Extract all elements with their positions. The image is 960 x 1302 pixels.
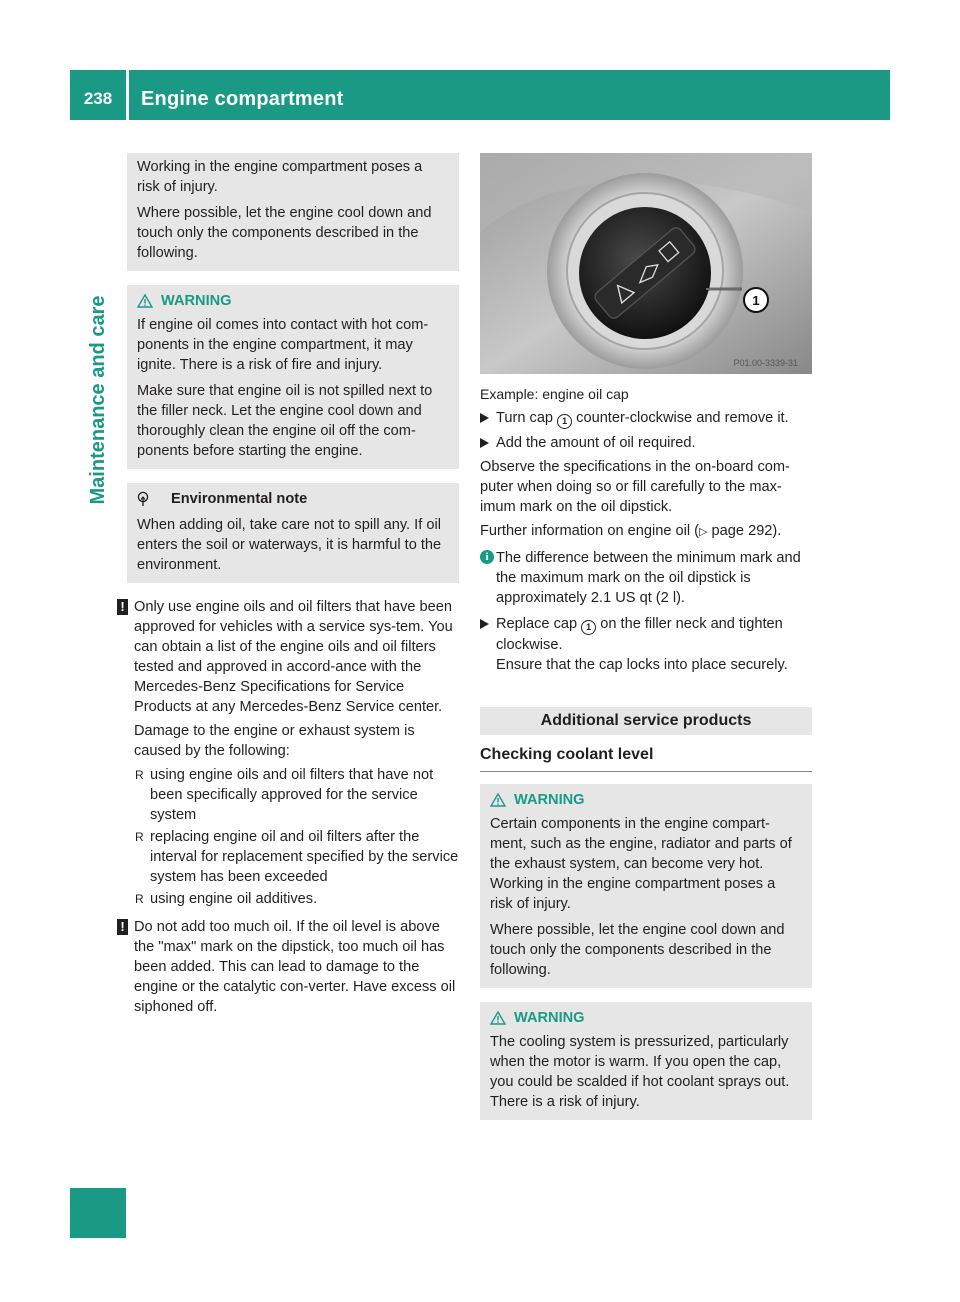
warning-label: WARNING [514, 1010, 585, 1026]
image-callout-label: 1 [752, 293, 760, 308]
paragraph: If engine oil comes into contact with hot com-ponents in the engine compartment, it may ignite. There is a risk of fire and injury. [137, 317, 429, 373]
paragraph: Do not add too much oil. If the oil level is above the "max" mark on the dipstick, too much oil has been added. This can lead to damage to the engine or the catalytic con-verter. Have excess oil siphoned off. [134, 919, 456, 1015]
environmental-note-box [127, 483, 459, 583]
warning-label: WARNING [514, 792, 585, 808]
warning-box [127, 285, 459, 469]
paragraph: Working in the engine compartment poses a risk of injury. [137, 159, 423, 195]
step-arrow-icon [480, 438, 489, 448]
warning-heading [137, 291, 449, 311]
environmental-label: Environmental note [171, 491, 308, 507]
side-tab-marker [70, 1188, 126, 1238]
lightbulb-icon [137, 491, 149, 507]
header-divider [126, 70, 129, 120]
paragraph: Where possible, let the engine cool down and touch only the components described in the following. [137, 205, 432, 261]
info-icon: i [480, 550, 494, 564]
list-item: R using engine oils and oil filters that have not been specifically approved for the service system [135, 767, 434, 823]
page-ref-arrow-icon: ▷ [699, 526, 708, 538]
paragraph: Where possible, let the engine cool down and touch only the components described in the following. [490, 922, 785, 978]
warning-label: WARNING [161, 293, 232, 309]
warning-triangle-icon [137, 294, 153, 308]
oil-cap-illustration [480, 153, 812, 374]
image-caption: Example: engine oil cap [480, 386, 629, 402]
bullet-icon: R [135, 768, 144, 782]
paragraph: Only use engine oils and oil filters that have been approved for vehicles with a service sys-tem. You can obtain a list of the engine oils and oil filters tested and approved in accord-ance with the Mercedes-Benz Specifications for Service Products at any Mercedes-Benz Service center. [134, 599, 453, 715]
environmental-heading [137, 489, 449, 509]
continued-warning-box [127, 153, 459, 271]
paragraph: Observe the specifications in the on-board com-puter when doing so or fill carefully to the max-imum mark on the oil dipstick. [480, 459, 790, 515]
exclamation-icon: ! [117, 599, 128, 615]
step-arrow-icon [480, 619, 489, 629]
paragraph: When adding oil, take care not to spill any. If oil enters the soil or waterways, it is harmful to the environment. [137, 517, 442, 573]
exclamation-icon: ! [117, 919, 128, 935]
callout-1-icon: 1 [557, 414, 572, 429]
bullet-icon: R [135, 892, 144, 906]
bullet-icon: R [135, 830, 144, 844]
info-note: i The difference between the minimum mark and the maximum mark on the oil dipstick is approximately 2.1 US qt (2 l). [480, 548, 812, 608]
page-number: 238 [83, 89, 113, 108]
image-code-label: P01.00-3339-31 [733, 358, 798, 368]
instruction-step: Turn cap 1 counter-clockwise and remove it. [480, 408, 812, 429]
warning-box [480, 784, 812, 988]
side-tab-label: Maintenance and care [87, 295, 109, 505]
instruction-step: Add the amount of oil required. [480, 433, 812, 453]
warning-box [480, 1002, 812, 1120]
paragraph: The cooling system is pressurized, particularly when the motor is warm. If you open the cap, you could be scalded if hot coolant sprays out. There is a risk of injury. [490, 1034, 790, 1110]
paragraph: Make sure that engine oil is not spilled next to the filler neck. Let the engine cool down and thoroughly clean the engine oil off the com-ponents before starting the engine. [137, 383, 433, 459]
engine-oil-cap-image [480, 153, 812, 374]
page-title: Engine compartment [141, 88, 344, 110]
warning-heading [490, 790, 802, 810]
notice [117, 917, 459, 1017]
list-item: R using engine oil additives. [135, 891, 318, 907]
warning-triangle-icon [490, 1011, 506, 1025]
left-column [120, 153, 459, 1023]
section-heading: Additional service products [480, 707, 812, 735]
instruction-step: Replace cap 1 on the filler neck and tighten clockwise. Ensure that the cap locks into place securely. [480, 614, 812, 675]
notice [117, 597, 459, 909]
warning-heading [490, 1008, 802, 1028]
list-item: R replacing engine oil and oil filters after the interval for replacement specified by the service system has been exceeded [135, 829, 459, 885]
paragraph: Damage to the engine or exhaust system is caused by the following: [134, 723, 415, 759]
warning-triangle-icon [490, 793, 506, 807]
paragraph: Certain components in the engine compart-ment, such as the engine, radiator and parts of the exhaust system, can become very hot. Working in the engine compartment poses a risk of injury. [490, 816, 792, 912]
step-arrow-icon [480, 413, 489, 423]
right-column [480, 153, 812, 1120]
subsection-heading: Checking coolant level [480, 735, 812, 772]
cross-reference: Further information on engine oil (▷ page 292). [480, 523, 782, 539]
callout-1-icon: 1 [581, 620, 596, 635]
